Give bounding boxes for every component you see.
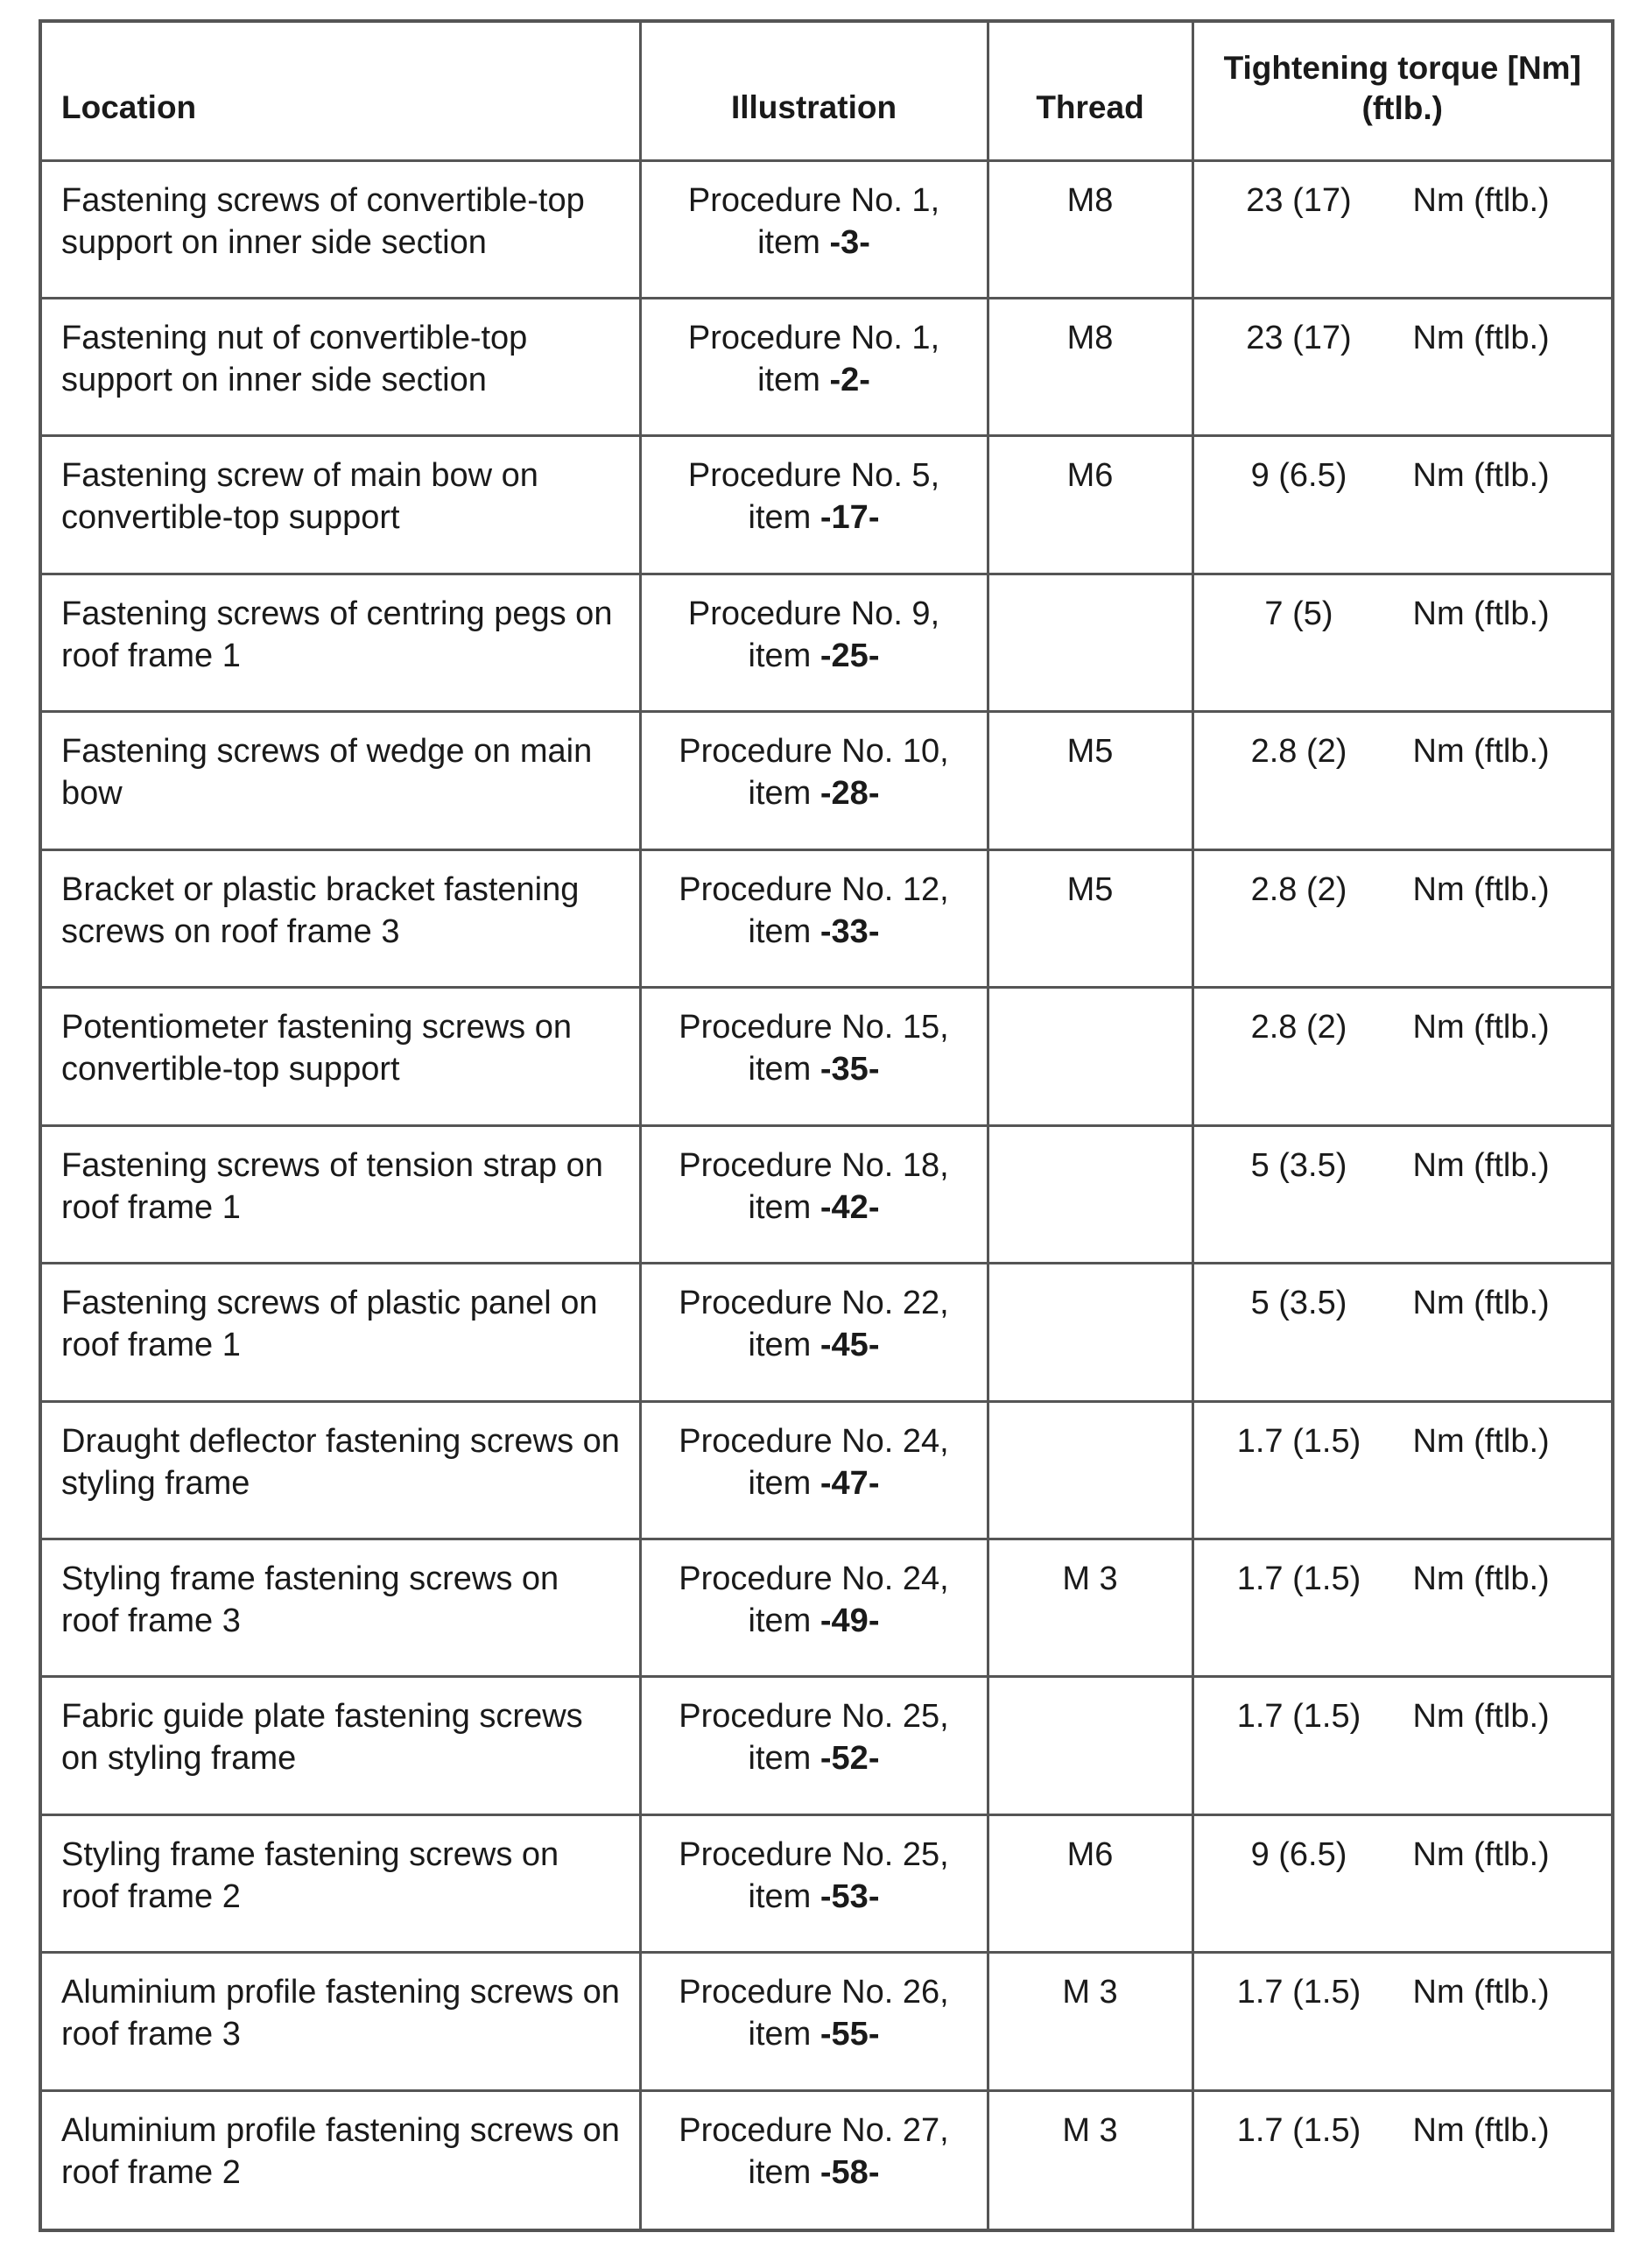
torque-value: 9 (6.5) <box>1250 457 1347 495</box>
header-illustration: Illustration <box>640 23 988 160</box>
location-cell: Fastening screws of wedge on main bow <box>42 712 640 849</box>
torque-unit: Nm (ftlb.) <box>1412 319 1550 356</box>
location-cell: Aluminium profile fastening screws on roof frame 3 <box>42 1953 640 2090</box>
item-prefix: item <box>748 1051 820 1088</box>
thread-cell: M5 <box>988 712 1192 849</box>
thread-cell <box>988 1264 1192 1401</box>
torque-cell <box>1192 2090 1611 2229</box>
item-prefix: item <box>748 637 820 674</box>
item-number: -58- <box>819 2153 880 2191</box>
illustration-cell <box>640 436 988 574</box>
table-body <box>42 160 1611 2229</box>
table-row <box>42 298 1611 435</box>
torque-unit: Nm (ftlb.) <box>1412 1974 1550 2011</box>
torque-table <box>42 23 1611 2229</box>
torque-cell <box>1192 1264 1611 1401</box>
item-prefix: item <box>748 2153 820 2191</box>
location-cell: Fastening screw of main bow on convertible-top support <box>42 436 640 574</box>
table-row <box>42 1264 1611 1401</box>
item-prefix: item <box>748 775 820 813</box>
torque-value: 1.7 (1.5) <box>1236 1698 1361 1736</box>
location-cell: Fastening screws of tension strap on roof frame 1 <box>42 1125 640 1263</box>
table-header-row <box>42 23 1611 160</box>
item-number: -25- <box>819 637 880 674</box>
table-row <box>42 160 1611 298</box>
torque-value: 5 (3.5) <box>1250 1146 1347 1184</box>
location-cell: Fabric guide plate fastening screws on styling frame <box>42 1677 640 1814</box>
illustration-cell <box>640 1264 988 1401</box>
table-row <box>42 1401 1611 1539</box>
table-row <box>42 1814 1611 1952</box>
torque-unit: Nm (ftlb.) <box>1412 1009 1550 1046</box>
item-number: -28- <box>819 775 880 813</box>
torque-value: 2.8 (2) <box>1250 733 1347 771</box>
procedure-text: Procedure No. 25, <box>679 1835 949 1873</box>
torque-unit: Nm (ftlb.) <box>1412 870 1550 908</box>
item-prefix: item <box>757 223 830 261</box>
torque-value: 1.7 (1.5) <box>1236 1422 1361 1460</box>
torque-cell <box>1192 988 1611 1125</box>
thread-cell: M 3 <box>988 2090 1192 2229</box>
location-cell: Styling frame fastening screws on roof frame 2 <box>42 1814 640 1952</box>
torque-cell <box>1192 1677 1611 1814</box>
location-cell: Fastening nut of convertible-top support on inner side section <box>42 298 640 435</box>
torque-value: 23 (17) <box>1246 181 1352 219</box>
illustration-cell <box>640 2090 988 2229</box>
torque-cell <box>1192 574 1611 711</box>
thread-cell: M8 <box>988 298 1192 435</box>
procedure-text: Procedure No. 1, <box>687 181 940 219</box>
torque-cell <box>1192 1814 1611 1952</box>
illustration-cell <box>640 1125 988 1263</box>
illustration-cell <box>640 1814 988 1952</box>
item-number: -53- <box>819 1877 880 1915</box>
procedure-text: Procedure No. 22, <box>679 1285 949 1322</box>
item-prefix: item <box>748 2016 820 2053</box>
torque-unit: Nm (ftlb.) <box>1412 1698 1550 1736</box>
illustration-cell <box>640 988 988 1125</box>
item-prefix: item <box>757 361 830 398</box>
torque-value: 7 (5) <box>1264 595 1333 632</box>
item-number: -35- <box>819 1051 880 1088</box>
torque-unit: Nm (ftlb.) <box>1412 181 1550 219</box>
procedure-text: Procedure No. 12, <box>679 870 949 908</box>
location-cell: Aluminium profile fastening screws on roof frame 2 <box>42 2090 640 2229</box>
torque-value: 9 (6.5) <box>1250 1835 1347 1873</box>
item-prefix: item <box>748 1602 820 1640</box>
item-number: -33- <box>819 912 880 950</box>
illustration-cell <box>640 849 988 987</box>
thread-cell <box>988 1401 1192 1539</box>
procedure-text: Procedure No. 1, <box>687 319 940 356</box>
thread-cell: M6 <box>988 1814 1192 1952</box>
torque-cell <box>1192 160 1611 298</box>
header-torque-line2: (ftlb.) <box>1361 89 1443 126</box>
procedure-text: Procedure No. 5, <box>687 457 940 495</box>
torque-cell <box>1192 436 1611 574</box>
table-row <box>42 988 1611 1125</box>
torque-cell <box>1192 298 1611 435</box>
torque-value: 23 (17) <box>1246 319 1352 356</box>
illustration-cell <box>640 574 988 711</box>
item-number: -45- <box>819 1327 880 1364</box>
torque-unit: Nm (ftlb.) <box>1412 2111 1550 2149</box>
item-prefix: item <box>748 1188 820 1226</box>
torque-unit: Nm (ftlb.) <box>1412 595 1550 632</box>
item-number: -17- <box>819 499 880 537</box>
torque-cell <box>1192 1125 1611 1263</box>
procedure-text: Procedure No. 9, <box>687 595 940 632</box>
item-number: -49- <box>819 1602 880 1640</box>
item-prefix: item <box>748 499 820 537</box>
table-row <box>42 436 1611 574</box>
illustration-cell <box>640 1401 988 1539</box>
thread-cell: M6 <box>988 436 1192 574</box>
torque-value: 1.7 (1.5) <box>1236 1560 1361 1598</box>
location-cell: Bracket or plastic bracket fastening screws on roof frame 3 <box>42 849 640 987</box>
torque-value: 1.7 (1.5) <box>1236 2111 1361 2149</box>
torque-cell <box>1192 1401 1611 1539</box>
thread-cell <box>988 574 1192 711</box>
torque-unit: Nm (ftlb.) <box>1412 733 1550 771</box>
header-torque-line1: Tightening torque [Nm] <box>1223 49 1581 86</box>
illustration-cell <box>640 160 988 298</box>
torque-unit: Nm (ftlb.) <box>1412 1146 1550 1184</box>
torque-value: 2.8 (2) <box>1250 1009 1347 1046</box>
table-row <box>42 1677 1611 1814</box>
location-cell: Draught deflector fastening screws on styling frame <box>42 1401 640 1539</box>
thread-cell: M 3 <box>988 1539 1192 1677</box>
table-row <box>42 574 1611 711</box>
torque-table-frame <box>39 19 1614 2232</box>
procedure-text: Procedure No. 25, <box>679 1698 949 1736</box>
thread-cell <box>988 1677 1192 1814</box>
thread-cell <box>988 1125 1192 1263</box>
torque-cell <box>1192 712 1611 849</box>
torque-unit: Nm (ftlb.) <box>1412 1560 1550 1598</box>
procedure-text: Procedure No. 18, <box>679 1146 949 1184</box>
table-row <box>42 849 1611 987</box>
thread-cell <box>988 988 1192 1125</box>
procedure-text: Procedure No. 24, <box>679 1560 949 1598</box>
table-row <box>42 1953 1611 2090</box>
illustration-cell <box>640 1677 988 1814</box>
table-row <box>42 1539 1611 1677</box>
header-location: Location <box>42 23 640 160</box>
item-number: -2- <box>829 361 870 398</box>
item-prefix: item <box>748 1464 820 1502</box>
torque-unit: Nm (ftlb.) <box>1412 1835 1550 1873</box>
torque-value: 1.7 (1.5) <box>1236 1974 1361 2011</box>
item-number: -55- <box>819 2016 880 2053</box>
item-number: -52- <box>819 1740 880 1778</box>
item-prefix: item <box>748 1877 820 1915</box>
table-row <box>42 2090 1611 2229</box>
torque-cell <box>1192 1539 1611 1677</box>
item-number: -3- <box>829 223 870 261</box>
torque-unit: Nm (ftlb.) <box>1412 457 1550 495</box>
procedure-text: Procedure No. 10, <box>679 733 949 771</box>
torque-value: 2.8 (2) <box>1250 870 1347 908</box>
torque-cell <box>1192 849 1611 987</box>
location-cell: Styling frame fastening screws on roof frame 3 <box>42 1539 640 1677</box>
procedure-text: Procedure No. 24, <box>679 1422 949 1460</box>
header-thread: Thread <box>988 23 1192 160</box>
location-cell: Potentiometer fastening screws on convertible-top support <box>42 988 640 1125</box>
header-tightening-torque <box>1192 23 1611 160</box>
table-row <box>42 712 1611 849</box>
item-prefix: item <box>748 1327 820 1364</box>
item-number: -47- <box>819 1464 880 1502</box>
thread-cell: M5 <box>988 849 1192 987</box>
illustration-cell <box>640 1953 988 2090</box>
item-prefix: item <box>748 1740 820 1778</box>
thread-cell: M8 <box>988 160 1192 298</box>
illustration-cell <box>640 712 988 849</box>
thread-cell: M 3 <box>988 1953 1192 2090</box>
table-row <box>42 1125 1611 1263</box>
procedure-text: Procedure No. 15, <box>679 1009 949 1046</box>
illustration-cell <box>640 1539 988 1677</box>
torque-unit: Nm (ftlb.) <box>1412 1422 1550 1460</box>
location-cell: Fastening screws of convertible-top support on inner side section <box>42 160 640 298</box>
item-number: -42- <box>819 1188 880 1226</box>
item-prefix: item <box>748 912 820 950</box>
illustration-cell <box>640 298 988 435</box>
location-cell: Fastening screws of plastic panel on roof frame 1 <box>42 1264 640 1401</box>
location-cell: Fastening screws of centring pegs on roof frame 1 <box>42 574 640 711</box>
torque-unit: Nm (ftlb.) <box>1412 1285 1550 1322</box>
procedure-text: Procedure No. 27, <box>679 2111 949 2149</box>
torque-value: 5 (3.5) <box>1250 1285 1347 1322</box>
torque-cell <box>1192 1953 1611 2090</box>
procedure-text: Procedure No. 26, <box>679 1974 949 2011</box>
